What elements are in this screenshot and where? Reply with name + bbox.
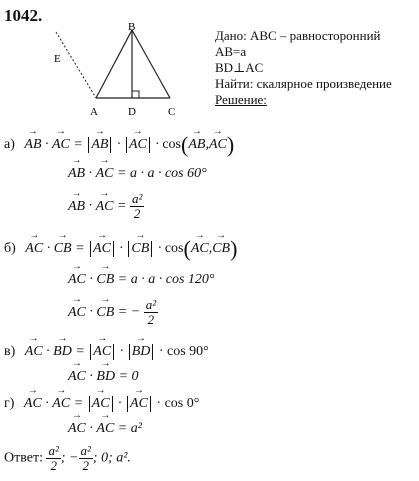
part-b-line2-text: = a · a · cos 120° bbox=[117, 272, 215, 287]
abs-ac-g-2: → AC bbox=[130, 396, 148, 412]
part-v-line2: → AC · → BD = 0 bbox=[68, 369, 139, 385]
abs-ac-b: → AC bbox=[93, 241, 111, 257]
part-g-line2: → AC · → AC = a² bbox=[68, 421, 142, 437]
answer-label: Ответ: bbox=[4, 450, 43, 466]
angle-ac: → AC bbox=[209, 137, 227, 153]
given-ab: AB=a bbox=[215, 44, 247, 59]
vec-ac: → AC bbox=[52, 137, 70, 153]
part-g-line1: г) → AC · → AC = → AC · → AC · cos 0° bbox=[4, 396, 199, 412]
part-g-label: г) bbox=[4, 396, 15, 412]
label-a: A bbox=[90, 106, 98, 118]
vec-bd-v: → BD bbox=[53, 344, 72, 360]
answer-sep: ; − bbox=[60, 450, 79, 466]
answer-fraction-2: $\frac{\text{a²}}{2}$ bbox=[80, 443, 91, 473]
vec-ac-g: → AC bbox=[24, 396, 42, 412]
abs-ac: → AC bbox=[129, 137, 147, 153]
given-title: Дано: ABC – равносторонний bbox=[215, 28, 381, 43]
vec-ac-b2: → AC bbox=[68, 272, 86, 288]
vec-ac-v2: → AC bbox=[68, 369, 86, 385]
angle-ac-b: → AC bbox=[191, 241, 209, 257]
vec-ab: → AB bbox=[24, 137, 41, 153]
part-v-label: в) bbox=[4, 344, 16, 360]
abs-ac-g: → AC bbox=[92, 396, 110, 412]
right-angle-mark bbox=[132, 91, 139, 98]
abs-ac-v: → AC bbox=[93, 344, 111, 360]
vec-ac-b3: → AC bbox=[68, 305, 86, 321]
vec-bd-v2: → BD bbox=[96, 369, 115, 385]
part-a-line3: → AB · → AC = $\frac{\text{a²}}{2}$ bbox=[68, 192, 144, 221]
answer-line bbox=[4, 444, 131, 473]
vec-ac-b: → AC bbox=[25, 241, 43, 257]
abs-ab: → AB bbox=[91, 137, 108, 153]
part-v-line2-text: = 0 bbox=[118, 369, 139, 384]
problem-number: 1042. bbox=[4, 6, 43, 25]
label-d: D bbox=[128, 106, 136, 118]
angle-ab: → AB bbox=[188, 137, 205, 153]
side-ab bbox=[96, 30, 132, 98]
part-a-line1: а) → AB · → AC = → AB · → AC · cos(→ AB,→ AC) bbox=[4, 132, 234, 158]
answer-rest: ; 0; a². bbox=[92, 450, 131, 466]
part-a-label: а) bbox=[4, 137, 15, 153]
abs-cb-b: → CB bbox=[131, 241, 149, 257]
vec-cb-b2: → CB bbox=[96, 272, 114, 288]
triangle-figure bbox=[48, 22, 218, 122]
side-bc bbox=[132, 30, 170, 98]
vec-ac-v: → AC bbox=[25, 344, 43, 360]
answer-fraction-1: $\frac{\text{a²}}{2}$ bbox=[48, 443, 59, 473]
abs-bd-v: → BD bbox=[132, 344, 151, 360]
label-c: C bbox=[168, 106, 176, 118]
part-b-line3: → AC · → CB = − $\frac{\text{a²}}{2}$ bbox=[68, 298, 158, 327]
vector-e-line bbox=[56, 32, 96, 98]
part-b-fraction: $\frac{\text{a²}}{2}$ bbox=[145, 297, 157, 327]
part-b-line2: → AC · → CB = a · a · cos 120° bbox=[68, 272, 215, 288]
vec-cb-b3: → CB bbox=[96, 305, 114, 321]
vec-cb-b: → CB bbox=[54, 241, 72, 257]
vec-ab-2: → AB bbox=[68, 166, 85, 182]
part-a-line2: → AB · → AC = a · a · cos 60° bbox=[68, 166, 207, 182]
vec-ac-g-2: → AC bbox=[52, 396, 70, 412]
part-a-fraction: $\frac{\text{a²}}{2}$ bbox=[131, 191, 143, 221]
part-b-label: б) bbox=[4, 241, 16, 257]
label-e: E bbox=[54, 53, 61, 65]
given-bd: BD⊥AC bbox=[215, 60, 264, 75]
label-b: B bbox=[128, 22, 136, 33]
vec-ac-g3: → AC bbox=[68, 421, 86, 437]
vec-ac-g4: → AC bbox=[96, 421, 114, 437]
given-find: Найти: скалярное произведение bbox=[215, 76, 392, 91]
part-v-tail: · cos 90° bbox=[158, 344, 209, 360]
part-a-line2-text: = a · a · cos 60° bbox=[117, 166, 207, 181]
vec-ac-2: → AC bbox=[96, 166, 114, 182]
part-g-line2-text: = a² bbox=[117, 421, 142, 436]
angle-cb-b: → CB bbox=[212, 241, 230, 257]
part-v-line1: в) → AC · → BD = → AC · → BD · cos 90° bbox=[4, 344, 209, 360]
vec-ab-3: → AB bbox=[68, 199, 85, 215]
part-b-line1: б) → AC · → CB = → AC · → CB · cos(→ AC,→ CB) bbox=[4, 236, 237, 262]
solution-heading: Решение: bbox=[215, 92, 267, 107]
part-g-tail: · cos 0° bbox=[156, 396, 200, 412]
vec-ac-3: → AC bbox=[96, 199, 114, 215]
part-b-minus: = − bbox=[117, 304, 141, 320]
